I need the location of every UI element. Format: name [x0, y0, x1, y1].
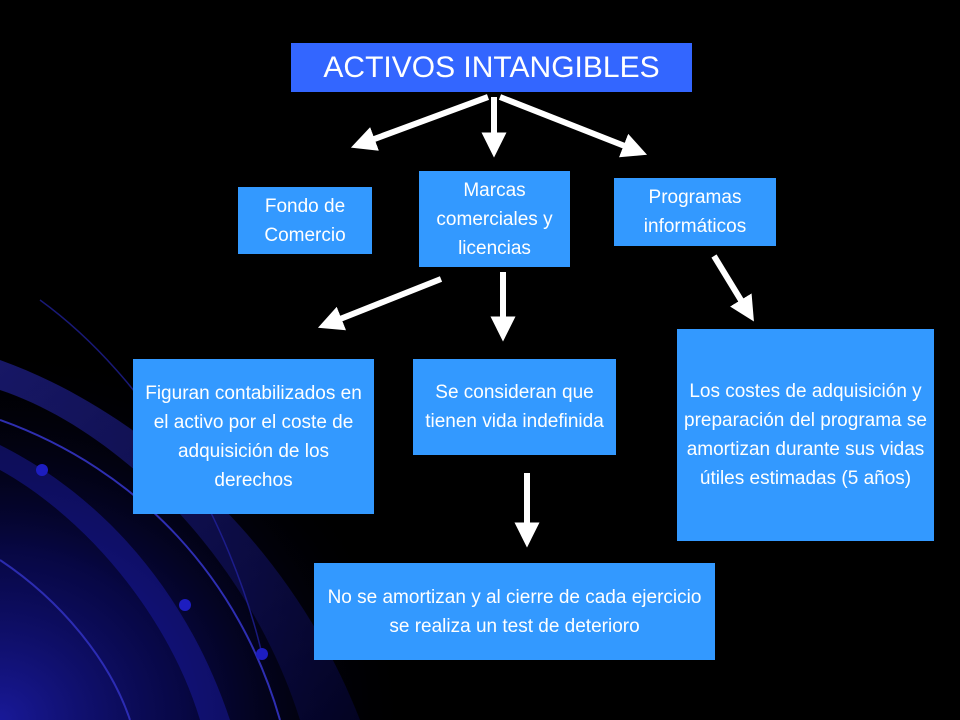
arrow-trademarks-to-recognition — [325, 279, 441, 325]
recognition-box — [133, 359, 374, 514]
title-box — [291, 43, 692, 92]
software-amortization-box — [677, 329, 934, 541]
arrow-title-to-goodwill — [358, 97, 488, 145]
recognition-text: Figuran contabilizados en el activo por el coste de adquisición de los derechos — [145, 382, 362, 491]
goodwill-text: Fondo de Comercio — [264, 195, 346, 246]
impairment-text: No se amortizan y al cierre de cada ejercicio se realiza un test de deterioro — [327, 586, 702, 637]
impairment-box — [314, 563, 715, 660]
useful-life-box — [413, 359, 616, 455]
title-text: ACTIVOS INTANGIBLES — [323, 50, 660, 84]
arrow-software-to-amortization — [714, 256, 750, 315]
software-amortization-text: Los costes de adquisición y preparación del programa se amortizan durante sus vidas útiles estimadas (5 años) — [684, 381, 927, 489]
trademarks-text: Marcas comerciales y licencias — [436, 179, 553, 259]
arrow-title-to-software — [500, 97, 640, 152]
software-text: Programas informáticos — [643, 187, 747, 237]
trademarks-box — [419, 171, 570, 267]
useful-life-text: Se consideran que tienen vida indefinida — [425, 382, 604, 432]
software-box — [614, 178, 776, 246]
goodwill-box — [238, 187, 372, 254]
